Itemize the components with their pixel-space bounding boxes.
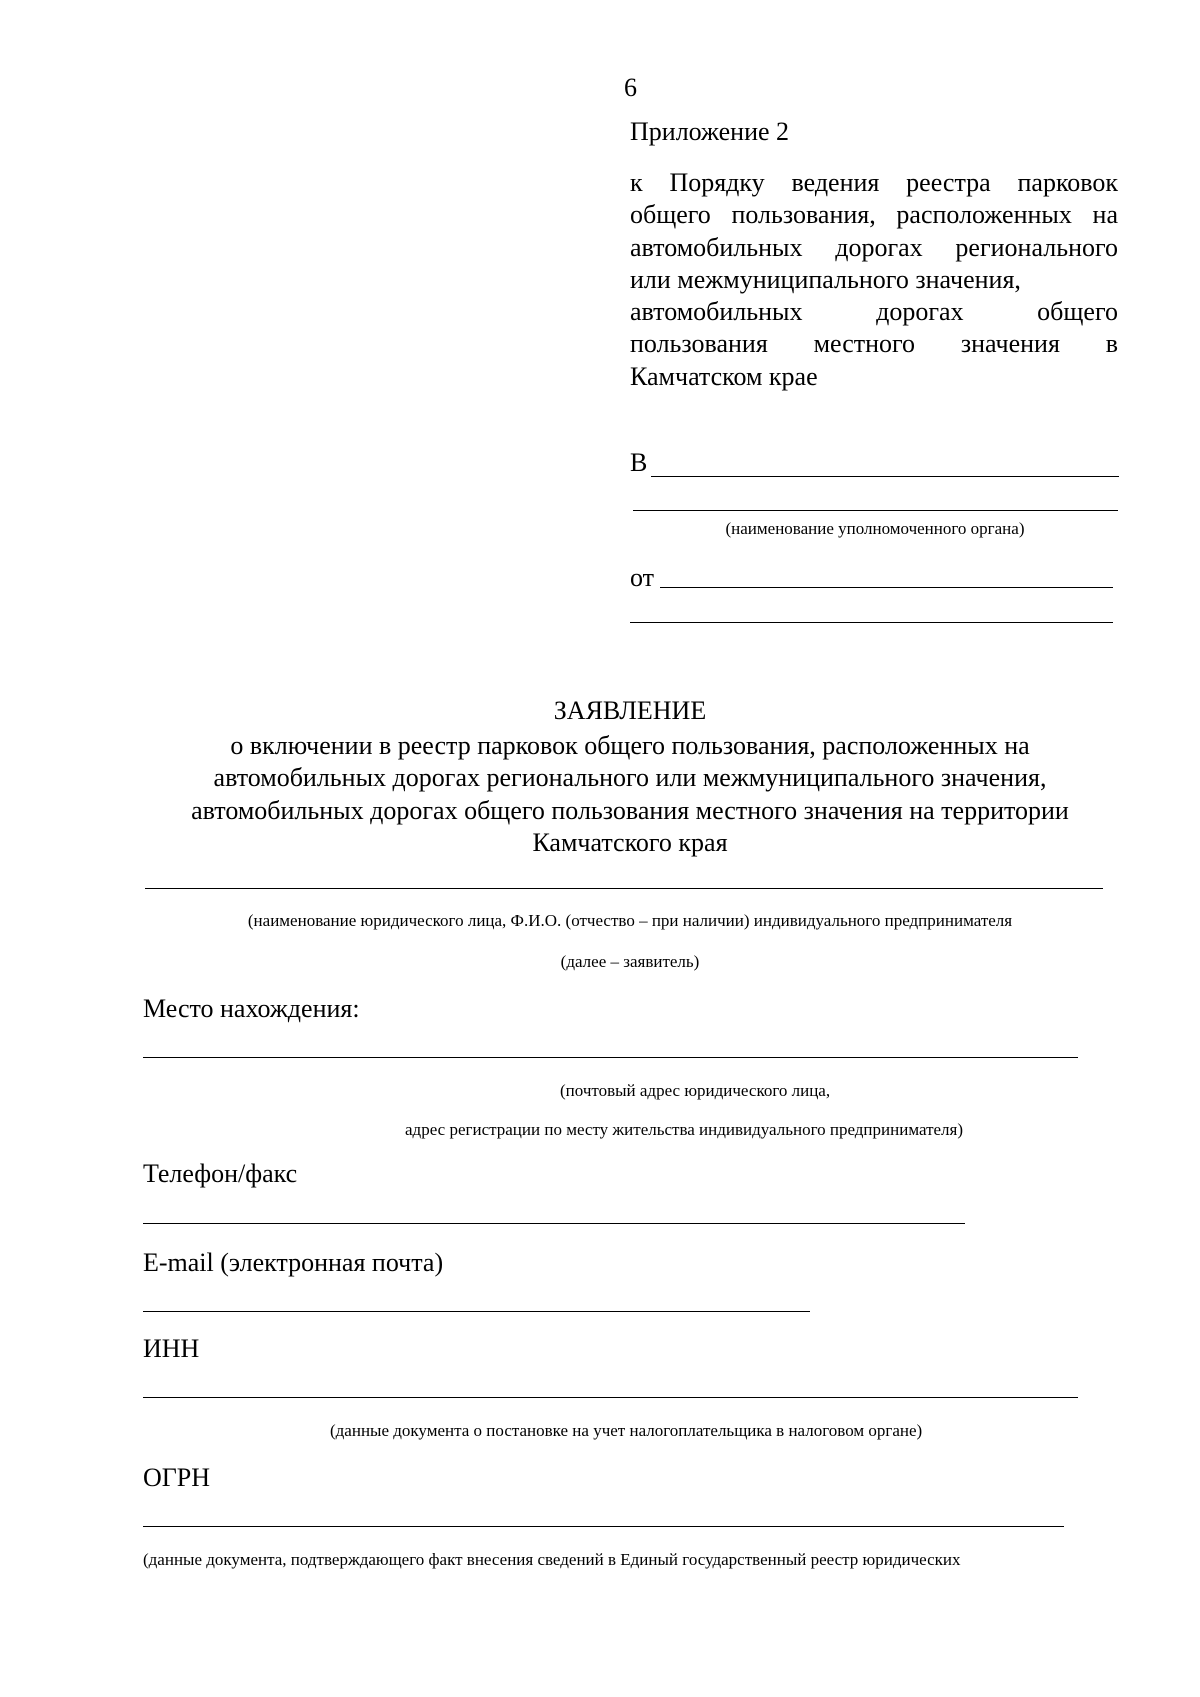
phone-label: Телефон/факс	[143, 1159, 298, 1188]
applicant-caption-note: (далее – заявитель)	[560, 952, 700, 971]
location-label: Место нахождения:	[143, 994, 360, 1023]
to-caption: (наименование уполномоченного органа)	[725, 519, 1025, 538]
application-subtitle	[130, 730, 1130, 859]
to-input-line[interactable]	[651, 476, 1119, 477]
appendix-line: автомобильных дорогах регионального	[630, 232, 1118, 262]
applicant-caption: (наименование юридического лица, Ф.И.О. (отчество – при наличии) индивидуального предпринимателя	[247, 911, 1013, 930]
subtitle-line: Камчатского края	[532, 827, 728, 857]
appendix-line: к Порядку ведения реестра парковок	[630, 168, 1118, 197]
ogrn-input-line[interactable]	[143, 1526, 1064, 1527]
page-number: 6	[624, 73, 637, 102]
inn-label: ИНН	[143, 1334, 200, 1363]
inn-caption: (данные документа о постановке на учет налогоплательщика в налоговом органе)	[330, 1421, 923, 1440]
appendix-line: общего пользования, расположенных на	[630, 200, 1118, 230]
to-label: В	[630, 448, 648, 477]
inn-input-line[interactable]	[143, 1397, 1078, 1398]
email-label: E-mail (электронная почта)	[143, 1248, 444, 1277]
appendix-line: или межмуниципального значения,	[630, 264, 1021, 294]
applicant-input-line[interactable]	[145, 888, 1103, 889]
ogrn-label: ОГРН	[143, 1463, 211, 1492]
subtitle-line: автомобильных дорогах общего пользования местного значения на территории	[191, 795, 1069, 825]
subtitle-line: о включении в реестр парковок общего пользования, расположенных на	[230, 731, 1030, 760]
appendix-reference	[630, 167, 1118, 393]
appendix-line: автомобильных дорогах общего	[630, 297, 1118, 327]
email-input-line[interactable]	[143, 1311, 810, 1312]
location-input-line[interactable]	[143, 1057, 1078, 1058]
from-input-line-2[interactable]	[630, 622, 1113, 623]
to-input-line-2[interactable]	[633, 510, 1118, 511]
from-input-line[interactable]	[660, 587, 1113, 588]
location-caption: (почтовый адрес юридического лица,	[560, 1081, 831, 1100]
application-title: ЗАЯВЛЕНИЕ	[553, 696, 707, 725]
subtitle-line: автомобильных дорогах регионального или межмуниципального значения,	[213, 763, 1047, 793]
location-caption-2: адрес регистрации по месту жительства индивидуального предпринимателя)	[405, 1120, 964, 1139]
ogrn-caption: (данные документа, подтверждающего факт внесения сведений в Единый государственный реестр юридических	[143, 1550, 961, 1569]
phone-input-line[interactable]	[143, 1223, 965, 1224]
from-label: от	[630, 563, 655, 592]
appendix-title: Приложение 2	[630, 117, 790, 146]
appendix-line: Камчатском крае	[630, 361, 818, 391]
appendix-line: пользования местного значения в	[630, 329, 1118, 359]
